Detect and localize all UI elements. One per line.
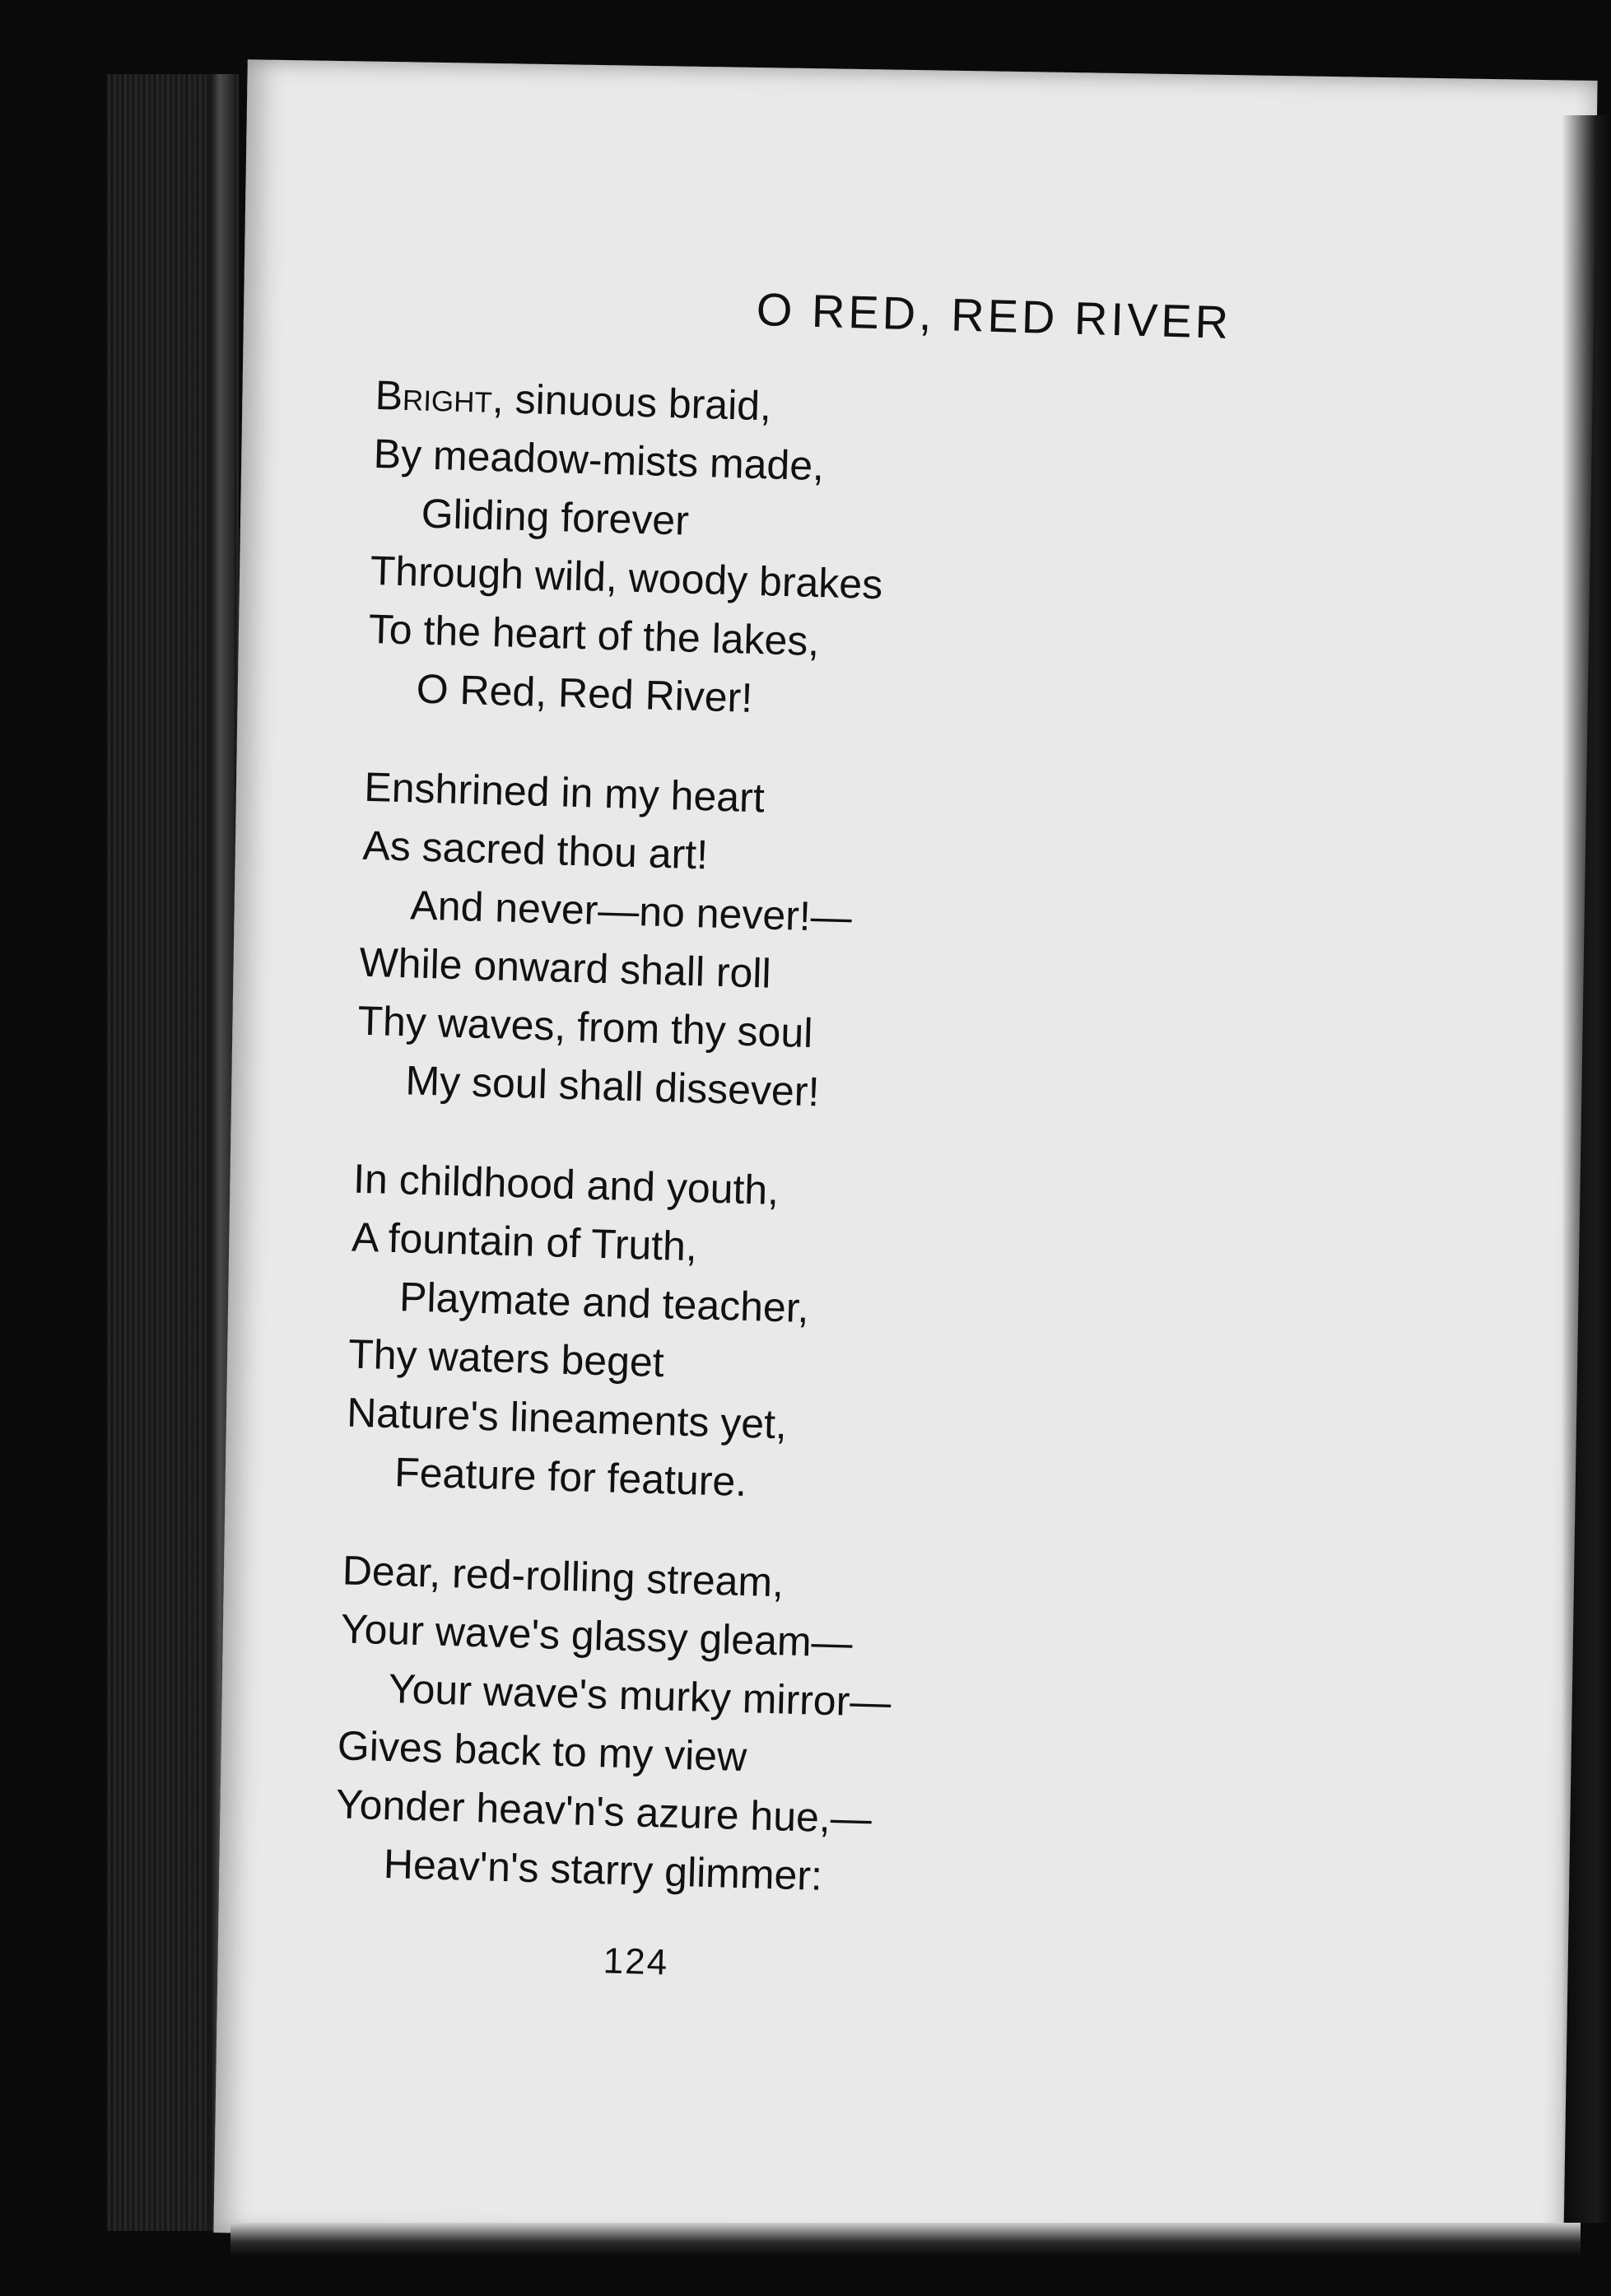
poem-line: Nature's lineaments yet, [346,1389,788,1448]
poem-line: By meadow-mists made, [373,430,825,490]
page-number: 124 [603,1940,669,1983]
poem-line: Thy waters beget [347,1330,665,1386]
poem-line: Feature for feature. [393,1449,747,1506]
stanza-3 [344,1150,1177,1524]
poem-line: Enshrined in my heart [363,763,766,822]
poem-line: Dear, red-rolling stream, [342,1547,785,1606]
stanza-2 [356,758,1189,1132]
poem-line: And never—no never!— [409,882,853,941]
poem-line: While onward shall roll [358,938,772,997]
poem-line: A fountain of Truth, [351,1213,698,1270]
poem-line: Your wave's glassy gleam— [340,1605,854,1666]
poem-line: Gives back to my view [337,1722,747,1781]
poem-line: Gliding forever [421,490,690,544]
stanza-4 [333,1541,1166,1915]
poem-line: O Red, Red River! [416,665,753,721]
poem-title: O RED, RED RIVER [756,282,1232,348]
poem-line-text: sinuous braid, [514,375,772,430]
poem-line: Through wild, woody brakes [370,547,883,608]
drop-word: Bright, [375,371,505,422]
poem-line: Thy waves, from thy soul [356,997,814,1057]
stanza-1 [366,366,1199,740]
poem-line: Your wave's murky mirror— [388,1665,892,1726]
poem-line: Heav'n's starry glimmer: [383,1840,823,1899]
poem-line: Playmate and teacher, [398,1274,810,1332]
poem [331,272,1232,1997]
poem-line: As sacred thou art! [361,822,709,878]
poem-line: To the heart of the lakes, [368,605,821,665]
poem-line: Yonder heav'n's azure hue,— [335,1781,873,1842]
page-right-shadow [1562,115,1611,2223]
poem-line: My soul shall dissever! [404,1057,821,1115]
page-bottom-edge [230,2223,1581,2256]
poem-line: In childhood and youth, [352,1155,780,1213]
